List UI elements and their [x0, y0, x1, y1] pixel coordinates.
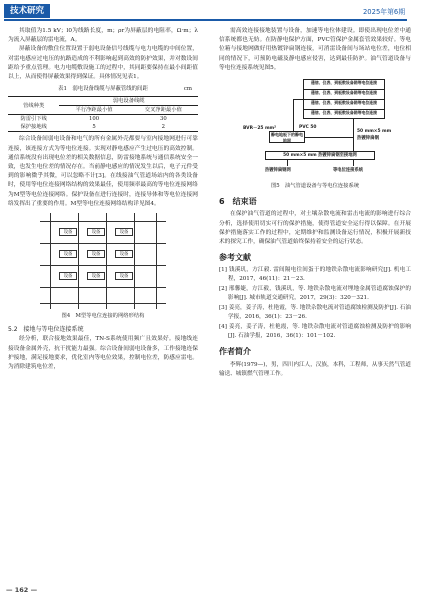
table-cell: 2	[161, 124, 166, 131]
paragraph: 在保护油气管道的过程中，对土壤杂散电流和雷击电流的影响进行综合分析，选择使用切实可行的保护措施，使得管道安全运行得以保障。在开展保护措施落实工作的过程中，定期维护和监测设备运行情况，积极开展新技术的探究工作，确保油气管道始终保持着安全的运行状态。	[219, 211, 411, 246]
paragraph: 经分析，联合接地效果最佳，TN-S系统使用频广且效果好。接地线连接设备金属外壳，抗干扰能力最强。综合设备间弱电设备多，工作接地连保护接地，满足接地要求，优化室内等电位效果，控制电位差，防感应雷电。为消除建筑电位差，	[8, 336, 198, 371]
diagram-box: 通信、仪表、到板数设备箱等电位连接	[304, 100, 384, 110]
table-cell: 100	[89, 116, 100, 123]
section-tag: 技术研究	[4, 4, 50, 18]
table-unit: cm	[183, 86, 192, 93]
reference-item: [2] 邢馨婕，方江毅，钱溪玑，等. 地铁杂散电流对埋地金属管道腐蚀保护的影响[J]. 城市轨道交通研究，2017，29(3)：320－321.	[219, 286, 411, 302]
grid-line	[106, 213, 107, 309]
table-cell: 保护接地线	[20, 124, 47, 131]
grid-line	[40, 303, 166, 304]
spacing-table	[8, 96, 198, 132]
m-type-grid-figure	[40, 213, 166, 309]
grid-line	[134, 213, 135, 309]
references-heading: 参考文献	[219, 253, 251, 263]
grid-line	[40, 221, 166, 222]
bonding-system-diagram	[243, 79, 398, 179]
diagram-box: 通信、仪表、到板数设备箱等电位连接	[304, 80, 384, 90]
diagram-label: PVC 50	[299, 125, 317, 131]
diagram-box: 通信、仪表、到板数设备箱等电位连接	[310, 110, 378, 116]
grid-device-box: 设备	[115, 228, 133, 236]
grid-line	[40, 287, 166, 288]
grid-device-box: 设备	[115, 250, 133, 258]
figure-caption: 图5 油气管道设备与等电位连接系统	[270, 183, 360, 190]
author-heading: 作者简介	[219, 347, 251, 357]
issue-label: 2025年第6期	[362, 8, 405, 16]
grid-device-box: 设备	[59, 272, 77, 280]
page-header	[0, 0, 427, 22]
page-number: — 162 —	[6, 586, 38, 594]
table-cell: 30	[159, 116, 167, 123]
table-header: 交叉净距最小值	[129, 106, 198, 115]
paragraph: 综合设备间弱电设备和电气的所有金属外壳都要与室内接地网进行可靠连接，该连接方式为等电位连接。实现对静电感应产生过电压的高效控制。通信系统没有出现电位差的相关数据信息，防雷接地系统与通信系统安全一致，也发生电位差的情况存在。当前静电感应的情况发生以后，电子元件受到的影响微乎其微，可以忽略不计[3]。在线接油气管道场站内的各类设备时，使用等电位连接网络结构的效果最佳，使用频率最高的等电位连接网络为M型等电位连接网络。保护设备在进行连接时，连接导体和等电位连接网络发挥出了重要的作用。M型等电位连接网络结构详见图4。	[8, 136, 198, 207]
grid-device-box: 设备	[87, 272, 105, 280]
left-column	[8, 27, 198, 372]
diagram-box: 通信、仪表、到板数设备箱等电位连接	[304, 90, 384, 100]
grid-device-box: 设备	[87, 250, 105, 258]
grid-line	[156, 213, 157, 309]
table-caption: 表1 弱电设备线缆与屏蔽管线的间距 cm	[8, 85, 198, 94]
table-cell: 5	[92, 124, 96, 131]
grid-line	[50, 213, 51, 309]
diagram-label: 等电位连接系统	[333, 168, 364, 174]
table-header: 弱电设备线缆	[112, 98, 145, 105]
reference-item: [3] 姜亮，姜子涛，杜艳霞，等. 地铁杂散电流对管道腐蚀检测及防护[J]. 石油学报，2016，36(1)：23－26.	[219, 305, 411, 321]
header-rule	[4, 19, 407, 21]
grid-line	[40, 265, 166, 266]
connector-line	[305, 137, 353, 138]
connector-line	[353, 119, 354, 151]
reference-item: [1] 钱溪玑，方江毅. 雷间隔电往间蛋于的地铁杂散电流影响研究[J]. 机电工程，2017，46(11)：21－23.	[219, 267, 411, 283]
table-header: 管线种类	[23, 102, 45, 109]
grid-device-box: 设备	[59, 250, 77, 258]
diagram-label: 热镀锌扁钢	[357, 136, 379, 142]
reference-item: [4] 姜亮，姜子涛，杜艳霞，等. 地铁杂散电流对管道腐蚀检测及防护的影响[J]. 石油学报，2016，36(1)：101－102.	[219, 324, 411, 340]
grid-line	[78, 213, 79, 309]
paragraph: 其取值为1.5 kV；l0为线路长度，m；ρr为屏蔽层的电阻率，Ω·m；λ为流入屏蔽层的雷电流，A。	[8, 28, 198, 44]
connector-line	[293, 99, 303, 100]
grid-device-box: 设备	[87, 228, 105, 236]
table-header: 平行净距最小值	[59, 106, 128, 115]
diagram-box: 50 mm×5 mm 热镀锌扁钢至接地网	[265, 151, 375, 160]
grid-device-box: 设备	[115, 272, 133, 280]
grid-device-box: 设备	[59, 228, 77, 236]
diagram-label: 热镀锌扁钢网	[265, 168, 291, 174]
device-stack	[303, 79, 385, 119]
section-heading: 5.2 接地与等电位连接系统	[8, 326, 84, 334]
section-heading: 6 结束语	[219, 197, 257, 207]
paragraph: 需高效连接接地装置与设备，加速等电位体建设。即使出现电位差中通信系统都也无妨。在防静电保护方面，PVC管保护金属套管效果较好。等电位箱与接地网做好用热镀锌扁钢连接，可消雷设备间与场站电位差，电位相同的情况下，可预防电磁及静电感应侵害，达到最佳防护。油气管道设备与等电位连接系统见图5。	[219, 28, 411, 71]
diagram-box: 静电地板下的静电地网	[271, 132, 303, 143]
author-bio: 李辉(1979—)，男，四川内江人，汉族，本科，工程师，从事天然气管道输送、城镇燃气管理工作。	[219, 361, 411, 377]
figure-caption: 图4 M型等电位连接的网络形结构	[61, 313, 145, 320]
diagram-label: BVR－25 mm²	[243, 126, 277, 132]
diagram-label: 50 mm×5 mm	[357, 129, 392, 135]
table-cell: 防雷引下线	[20, 116, 47, 123]
paragraph: 屏蔽设备的敷住位置设置于弱电设备信号线缆与电力电缆的中间位置，对雷电感应过电压的抗路造成的不利影响起到高效的防护效果，并对数设间距给予重点管理。电力电缆敷设施工的过程中，其同距要保持在最小间距值以上，从而使得屏蔽效果得到保证。具体情况见表1。	[8, 46, 198, 81]
right-column	[219, 27, 411, 379]
grid-line	[40, 243, 166, 244]
